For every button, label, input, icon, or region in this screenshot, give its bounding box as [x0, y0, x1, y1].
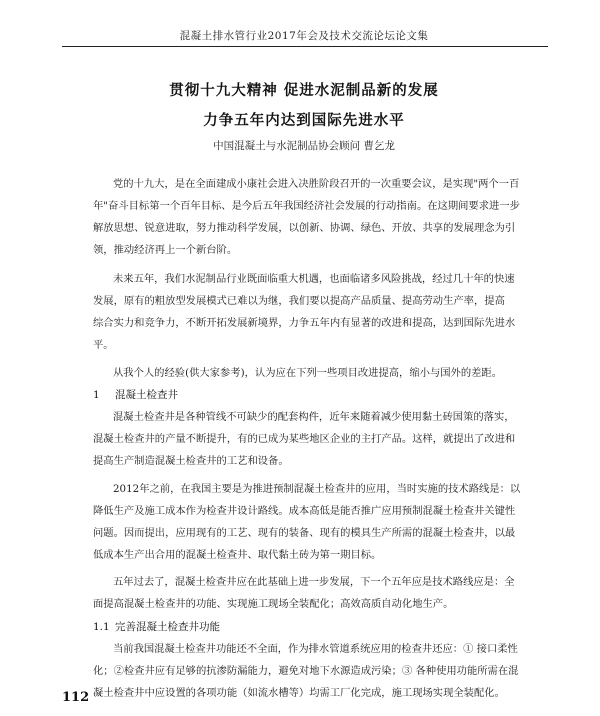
section-heading-1: [93, 387, 178, 402]
paragraph-line: 低成本生产出合用的混凝土检查井、取代黏土砖为第一期目标。: [93, 549, 382, 561]
section-number: 1: [93, 389, 100, 401]
paragraph-line: 五年过去了，混凝土检查井应在此基础上进一步发展，下一个五年应是技术路线应是：全: [113, 576, 515, 588]
article-title-line-2: 力争五年内达到国际先进水平: [203, 112, 405, 129]
paragraph-line: 未来五年，我们水泥制品行业既面临重大机遇，也面临诸多风险挑战，经过几十年的快速: [113, 273, 515, 285]
paragraph-outlook: [93, 268, 548, 356]
page-number: 112: [62, 690, 90, 705]
paragraph-functions: [93, 638, 548, 704]
paragraph-line: 问题。因而提出，应用现有的工艺、现有的装备、现有的模具生产所需的混凝土检查井，以最: [93, 527, 516, 539]
paragraph-line: 混凝土检查井是各种管线不可缺少的配套构件，近年来随着减少使用黏土砖国策的落实，: [113, 411, 515, 423]
paragraph-line: 年"奋斗目标第一个百年目标、是今后五年我国经济社会发展的行动指南。在这期间要求进一步: [93, 200, 520, 212]
paragraph-line: 当前我国混凝土检查井功能还不全面，作为排水管道系统应用的检查井还应：① 接口柔性: [113, 643, 518, 655]
paragraph-line: 解放思想、锐意进取，努力推动科学发展，以创新、协调、绿色、开放、共享的发展理念为引: [93, 222, 516, 234]
paragraph-line: 发展，原有的粗放型发展模式已难以为继，我们要以提高产品质量、提高劳动生产率，提高: [93, 295, 505, 307]
paragraph-line: 降低生产及施工成本作为检查井设计路线。成本高低是能否推广应用预制混凝土检查井关键性: [93, 505, 516, 517]
paragraph-inspection-well: [93, 406, 548, 472]
paragraph-line: 综合实力和竞争力，不断开拓发展新境界，力争五年内有显著的改进和提高，达到国际先进水: [93, 317, 516, 329]
paragraph-2012: [93, 478, 548, 566]
paragraph-line: 凝土检查井中应设置的各项功能（如流水槽等）均需工厂化完成，施工现场实现全装配化。: [93, 687, 505, 699]
paragraph-experience: [93, 362, 548, 384]
header-divider: [62, 46, 548, 47]
paragraph-line: 化；②检查井应有足够的抗渗防漏能力，避免对地下水源造成污染；③ 各种使用功能所需在混: [93, 665, 519, 677]
paragraph-line: 混凝土检查井的产量不断提升，有的已成为某些地区企业的主打产品。这样，就提出了改进和: [93, 433, 516, 445]
paragraph-line: 面提高混凝土检查井的功能、实现施工现场全装配化；高效高质自动化地生产。: [93, 598, 454, 610]
paragraph-line: 领，推动经济再上一个新台阶。: [93, 244, 238, 256]
section-number: 1.1: [93, 621, 110, 633]
running-header: 混凝土排水管行业2017年会及技术交流论坛论文集: [179, 30, 429, 42]
paragraph-line: 从我个人的经验(供大家参考)，认为应在下列一些项目改进提高，缩小与国外的差距。: [113, 367, 503, 379]
paragraph-intro: [93, 173, 548, 261]
section-heading-1-1: [93, 619, 220, 634]
paragraph-five-years: [93, 571, 548, 615]
section-title: 完善混凝土检查井功能: [115, 621, 220, 633]
paragraph-line: 党的十九大，是在全面建成小康社会进入决胜阶段召开的一次重要会议，是实现"两个一百: [113, 178, 520, 190]
paragraph-line: 平。: [93, 339, 114, 351]
article-title-line-1: 贯彻十九大精神 促进水泥制品新的发展: [169, 82, 439, 99]
paragraph-line: 2012年之前，在我国主要是为推进预制混凝土检查井的应用，当时实施的技术路线是：以: [113, 483, 521, 495]
section-title: 混凝土检查井: [115, 389, 178, 401]
author-byline: 中国混凝土与水泥制品协会顾问 曹乞龙: [213, 140, 395, 152]
paragraph-line: 提高生产制造混凝土检查井的工艺和设备。: [93, 455, 289, 467]
